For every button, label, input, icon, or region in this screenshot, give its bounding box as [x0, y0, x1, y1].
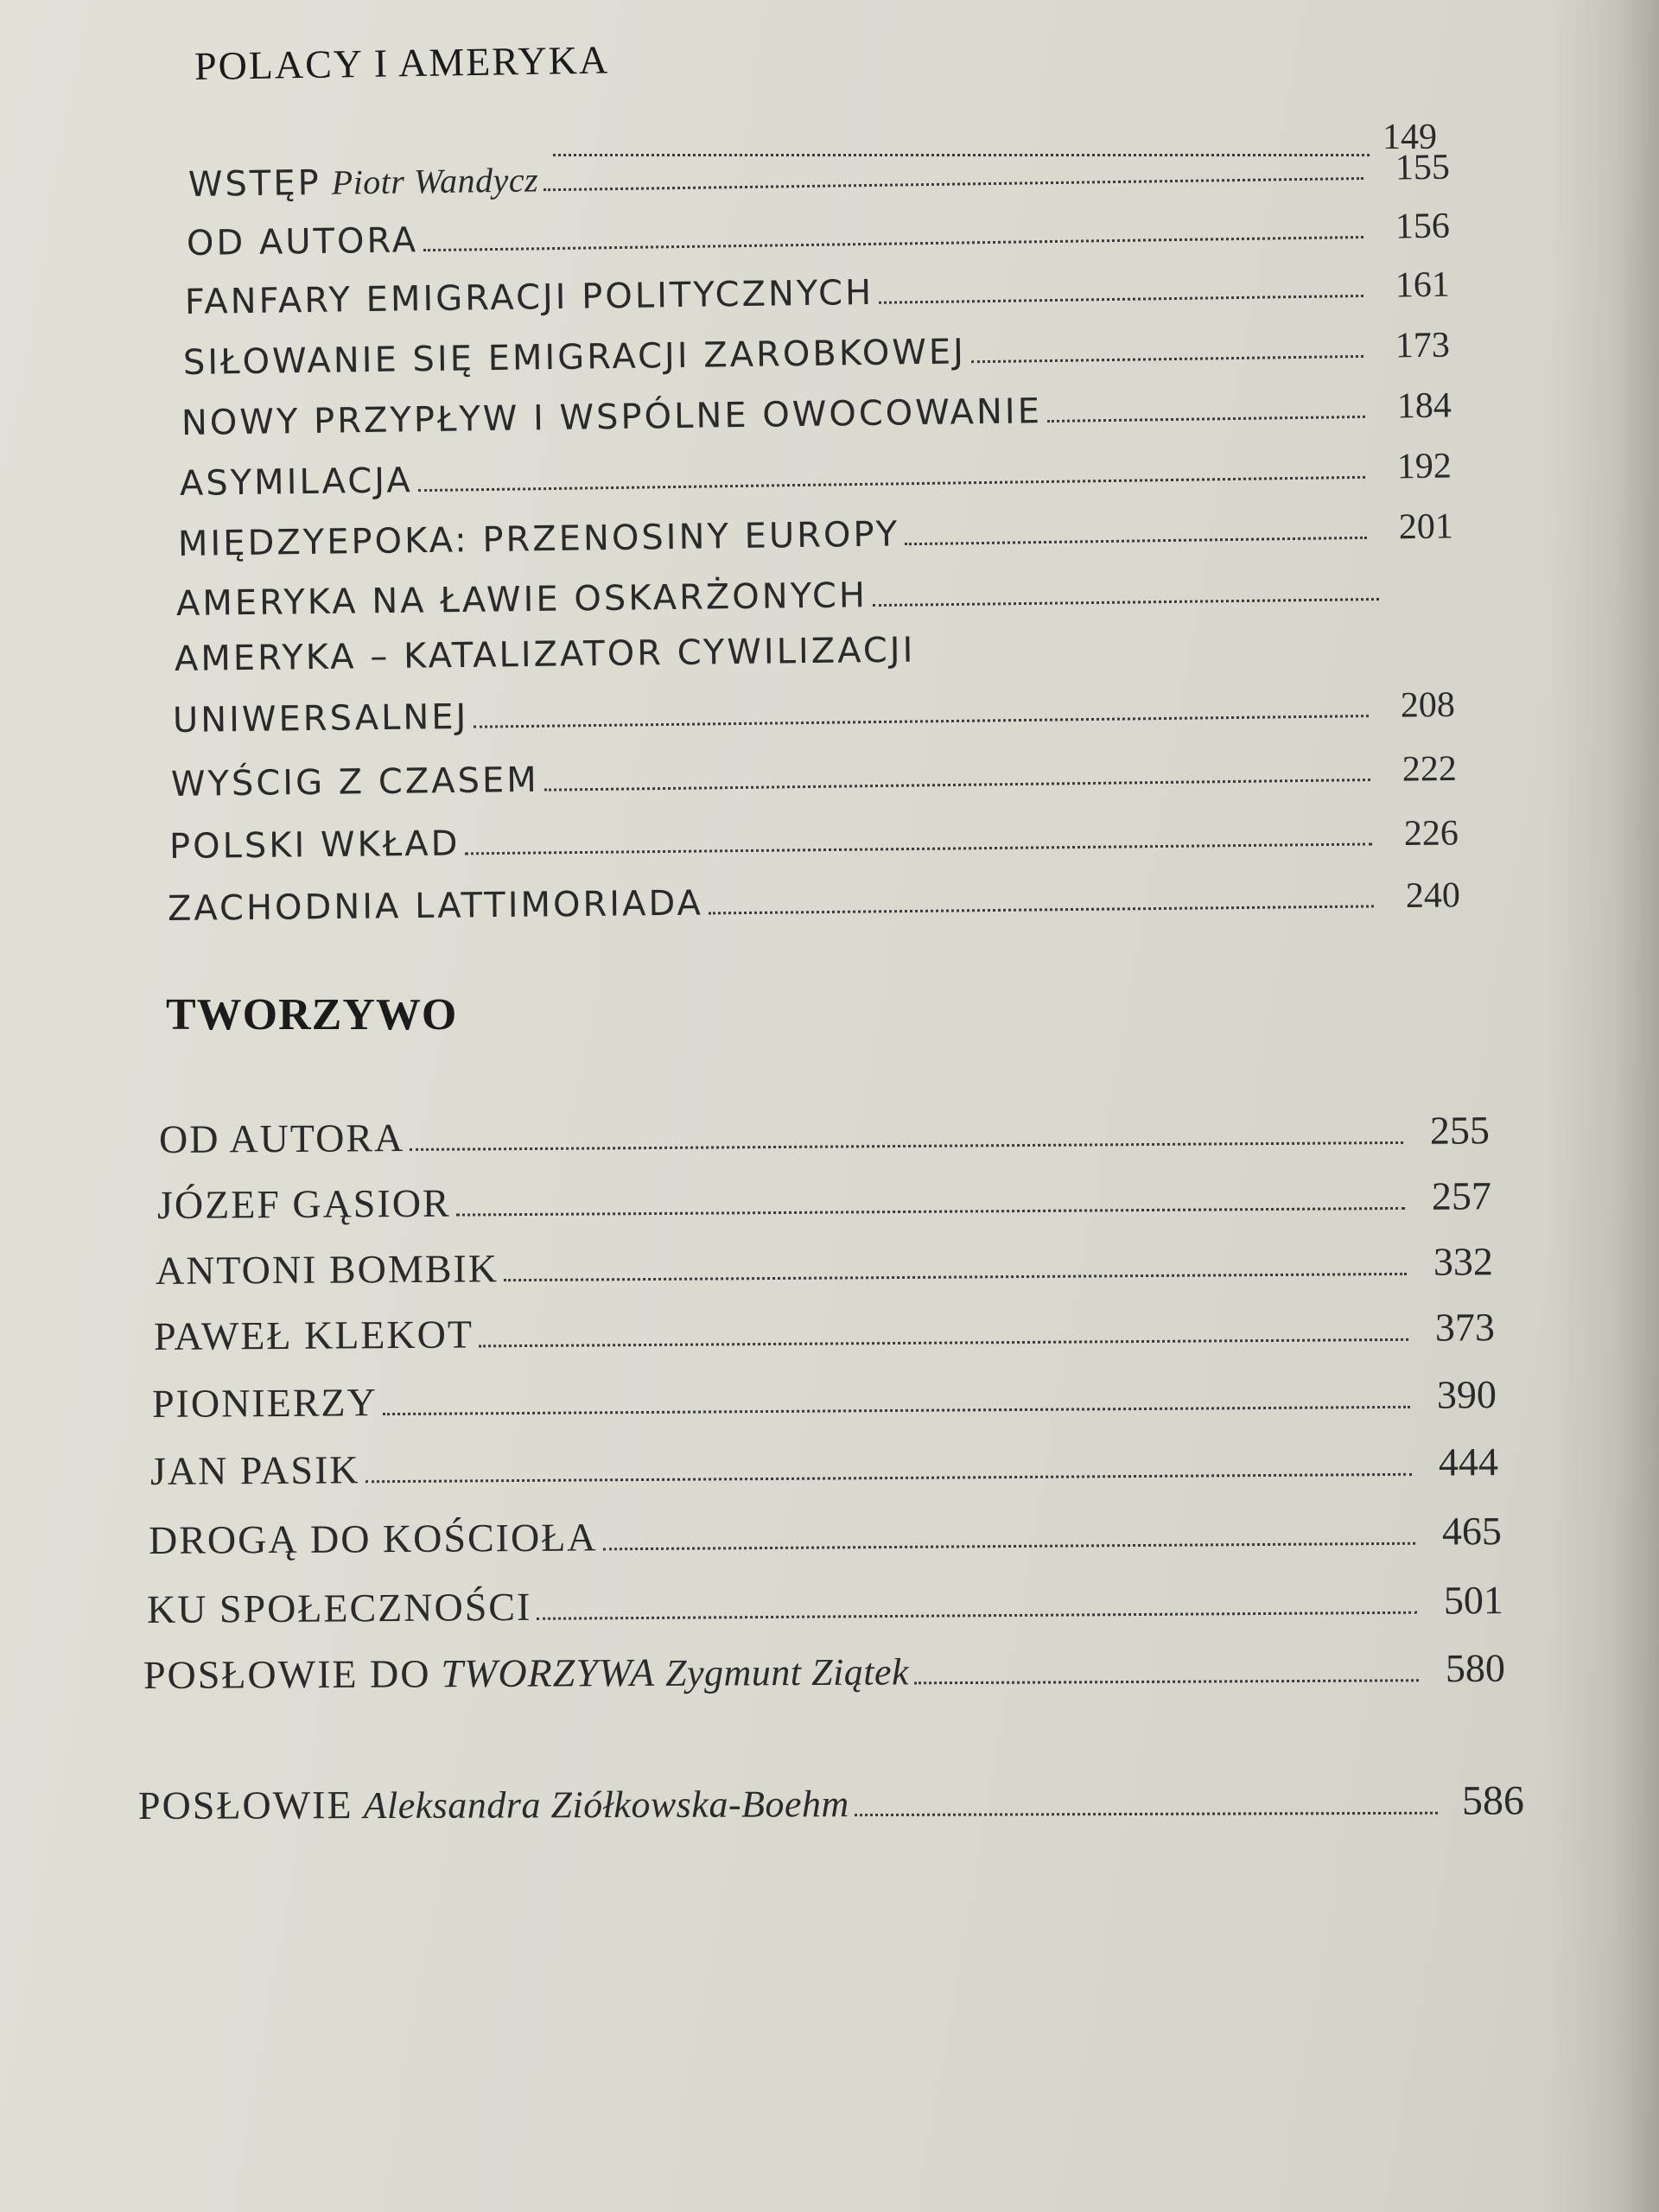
leader-dots	[873, 597, 1379, 607]
toc-entry	[159, 1107, 1490, 1165]
page-number: 173	[1395, 325, 1451, 366]
leader-dots	[474, 714, 1369, 728]
leader-dots	[365, 1472, 1412, 1483]
toc-entry	[171, 748, 1458, 812]
toc-entry	[175, 625, 1385, 688]
toc-entry	[147, 1577, 1503, 1635]
toc-entry	[183, 325, 1451, 391]
leader-dots	[544, 778, 1370, 791]
toc-entry-author: Zygmunt Ziątek	[664, 1650, 910, 1694]
page-number: 226	[1403, 813, 1459, 855]
toc-entry-title: DROGĄ DO KOŚCIOŁA	[148, 1515, 598, 1562]
toc-entry-title: NOWY PRZYPŁYW I WSPÓLNE OWOCOWANIE	[181, 391, 1043, 443]
toc-entry	[181, 385, 1452, 451]
leader-dots	[709, 904, 1374, 914]
page-number: 465	[1441, 1509, 1503, 1554]
toc-entry-title: PAWEŁ KLEKOT	[153, 1312, 474, 1358]
toc-entry	[187, 206, 1451, 271]
toc-entry	[180, 445, 1452, 512]
toc-entry	[188, 147, 1451, 213]
toc-entry	[156, 1238, 1493, 1296]
toc-entry	[169, 812, 1459, 874]
toc-entry	[152, 1371, 1497, 1429]
section-heading-polacy-i-ameryka: POLACY I AMERYKA	[194, 37, 610, 88]
toc-entry-author: Aleksandra Ziółkowska-Boehm	[363, 1783, 849, 1827]
page-number: 501	[1443, 1578, 1504, 1623]
leader-dots	[383, 1405, 1410, 1415]
leader-dots	[456, 1206, 1405, 1217]
toc-entry-author: Piotr Wandycz	[331, 160, 539, 202]
toc-entry	[154, 1304, 1495, 1362]
toc-entry-title: PIONIERZY	[151, 1380, 378, 1426]
leader-dots	[423, 235, 1363, 251]
toc-entry	[149, 1508, 1502, 1566]
page-number: 586	[1461, 1777, 1525, 1824]
page-number: 373	[1434, 1305, 1496, 1350]
leader-dots	[971, 354, 1363, 363]
leader-dots	[465, 842, 1372, 855]
toc-entry-title: WSTĘP	[188, 162, 322, 205]
toc-entry	[185, 264, 1451, 330]
page-number: 222	[1402, 748, 1458, 790]
toc-entry	[168, 874, 1461, 937]
page-number: 208	[1400, 684, 1456, 726]
toc-entry	[178, 505, 1454, 572]
page-number: 240	[1405, 875, 1461, 916]
leader-dots	[603, 1541, 1415, 1551]
toc-entry-title: JÓZEF GĄSIOR	[156, 1180, 451, 1227]
page-number: 390	[1436, 1372, 1497, 1417]
toc-entry-title: OD AUTORA	[158, 1116, 405, 1161]
leader-dots	[1047, 415, 1365, 423]
toc-entry-title: SIŁOWANIE SIĘ EMIGRACJI ZAROBKOWEJ	[182, 332, 967, 383]
page-number: 192	[1396, 446, 1452, 487]
page-number: 580	[1445, 1645, 1506, 1691]
page-number: 156	[1395, 206, 1451, 247]
toc-entry-title: KU SPOŁECZNOŚCI	[146, 1584, 532, 1631]
leader-dots	[879, 294, 1363, 304]
toc-entry	[143, 1645, 1505, 1700]
leader-dots	[504, 1272, 1407, 1281]
toc-entry-title: POSŁOWIE	[137, 1783, 353, 1827]
page-number: 149	[1382, 118, 1437, 157]
toc-entry-title-italic: TWORZYWA	[441, 1649, 656, 1696]
toc-entry-title: POLSKI WKŁAD	[168, 823, 461, 867]
page-number: 444	[1438, 1440, 1499, 1484]
section-heading-tworzywo: TWORZYWO	[166, 990, 458, 1039]
toc-entry-title: FANFARY EMIGRACJI POLITYCZNYCH	[184, 272, 874, 322]
toc-entry	[150, 1439, 1498, 1497]
leader-dots	[543, 176, 1363, 191]
leader-dots	[410, 1141, 1403, 1151]
leader-dots	[905, 536, 1367, 545]
leader-dots	[914, 1678, 1419, 1684]
page-number: 184	[1396, 385, 1452, 427]
toc-entry	[176, 569, 1389, 632]
toc-entry-title: WYŚCIG Z CZASEM	[170, 760, 540, 804]
page-number: 255	[1429, 1108, 1491, 1153]
toc-entry-title: AMERYKA – KATALIZATOR CYWILIZACJI	[174, 630, 916, 679]
toc-entry-title: OD AUTORA	[186, 220, 419, 264]
toc-entry-title: JAN PASIK	[149, 1447, 360, 1493]
leader-dots	[537, 1611, 1417, 1620]
page-number: 257	[1431, 1173, 1492, 1218]
page-number: 155	[1395, 147, 1451, 188]
toc-entry-title: AMERYKA NA ŁAWIE OSKARŻONYCH	[175, 575, 868, 624]
toc-entry-title: ZACHODNIA LATTIMORIADA	[167, 883, 704, 929]
leader-dots	[479, 1338, 1408, 1348]
page-gutter-shadow	[1547, 0, 1659, 2212]
toc-entry	[173, 684, 1456, 748]
toc-entry-title: ANTONI BOMBIK	[155, 1246, 499, 1293]
toc-entry-afterword	[138, 1777, 1524, 1830]
toc-entry-title: POSŁOWIE DO	[143, 1651, 431, 1697]
page-number: 332	[1433, 1239, 1494, 1284]
toc-entry-title: MIĘDZYEPOKA: PRZENOSINY EUROPY	[177, 514, 900, 564]
toc-entry-title: ASYMILACJA	[179, 461, 413, 504]
leader-dots	[418, 475, 1365, 492]
leader-dots	[855, 1811, 1438, 1816]
toc-entry-title: UNIWERSALNEJ	[172, 696, 469, 741]
toc-entry	[157, 1173, 1491, 1230]
page-number: 201	[1398, 506, 1454, 548]
page-number: 161	[1395, 264, 1451, 306]
